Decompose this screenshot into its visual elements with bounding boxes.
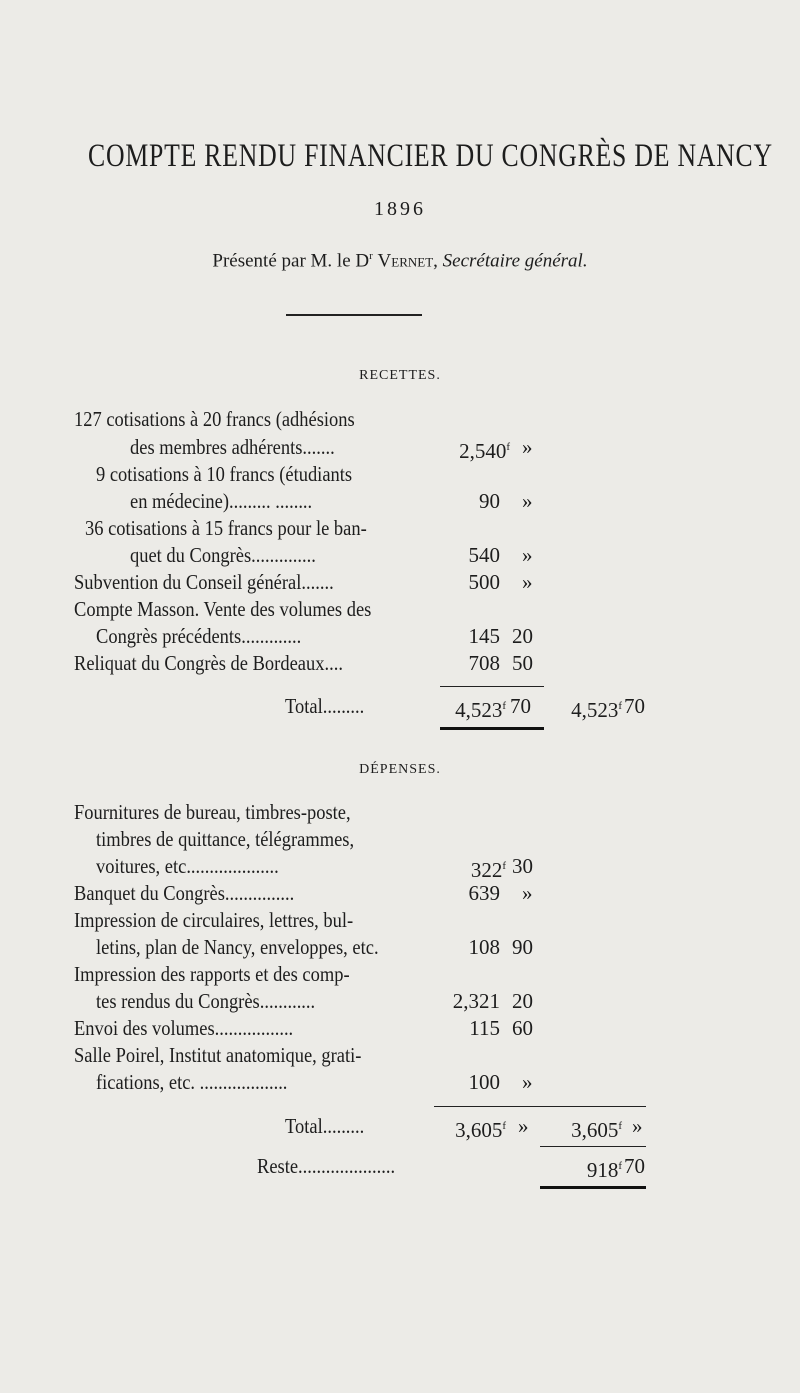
recettes-total-right: 4,523$^f$ bbox=[571, 698, 622, 722]
depenses-line: timbres de quittance, télégrammes, bbox=[96, 827, 355, 851]
page-title: COMPTE RENDU FINANCIER DU CONGRÈS DE NANCY bbox=[88, 138, 773, 174]
reste-label: Reste..................... bbox=[257, 1154, 396, 1178]
subtotal-rule bbox=[440, 686, 544, 687]
recettes-amount: 145 bbox=[468, 624, 500, 648]
depenses-total-right: 3,605$^f$ bbox=[571, 1118, 622, 1142]
depenses-cents: 30 bbox=[512, 854, 533, 878]
depenses-amount: 639 bbox=[468, 881, 500, 905]
recettes-cents: » bbox=[522, 543, 533, 567]
reste-cents: 70 bbox=[624, 1154, 645, 1178]
recettes-line: des membres adhérents....... bbox=[130, 435, 335, 459]
recettes-heading: RECETTES. bbox=[359, 368, 441, 383]
total-rule bbox=[440, 727, 544, 730]
depenses-total-cents: » bbox=[518, 1114, 529, 1138]
depenses-line: letins, plan de Nancy, enveloppes, etc. bbox=[96, 935, 379, 959]
recettes-cents: » bbox=[522, 570, 533, 594]
presented-name: Vernet, bbox=[377, 250, 438, 272]
presented-role: Secrétaire général. bbox=[442, 250, 588, 272]
depenses-line: Envoi des volumes................. bbox=[74, 1016, 294, 1040]
recettes-total-amount: 4,523$^f$ bbox=[455, 698, 506, 722]
subtotal-rule bbox=[434, 1106, 646, 1107]
recettes-line: en médecine)......... ........ bbox=[130, 489, 313, 513]
recettes-line: quet du Congrès.............. bbox=[130, 543, 316, 567]
total-rule bbox=[540, 1186, 646, 1189]
depenses-line: voitures, etc.................... bbox=[96, 854, 279, 878]
recettes-amount: 708 bbox=[468, 651, 500, 675]
depenses-line: Salle Poirel, Institut anatomique, grati- bbox=[74, 1043, 362, 1067]
year: 1896 bbox=[374, 198, 426, 220]
presented-prefix: Présenté par M. le D bbox=[212, 250, 370, 272]
recettes-amount: 2,540$^f$ bbox=[459, 439, 510, 463]
depenses-line: Banquet du Congrès............... bbox=[74, 881, 295, 905]
depenses-cents: » bbox=[522, 1070, 533, 1094]
recettes-cents: » bbox=[522, 435, 533, 459]
recettes-line: 36 cotisations à 15 francs pour le ban- bbox=[85, 516, 367, 540]
recettes-line: Compte Masson. Vente des volumes des bbox=[74, 597, 372, 621]
depenses-amount: 2,321 bbox=[452, 989, 500, 1013]
recettes-amount: 540 bbox=[468, 543, 500, 567]
subtotal-rule bbox=[540, 1146, 646, 1147]
recettes-line: 9 cotisations à 10 francs (étudiants bbox=[96, 462, 353, 486]
recettes-line: Subvention du Conseil général....... bbox=[74, 570, 334, 594]
depenses-total-amount: 3,605$^f$ bbox=[455, 1118, 506, 1142]
recettes-line: Reliquat du Congrès de Bordeaux.... bbox=[74, 651, 343, 675]
recettes-total-cents: 70 bbox=[510, 694, 531, 718]
depenses-cents: 90 bbox=[512, 935, 533, 959]
depenses-cents: 20 bbox=[512, 989, 533, 1013]
recettes-line: 127 cotisations à 20 francs (adhésions bbox=[74, 407, 355, 431]
recettes-amount: 500 bbox=[468, 570, 500, 594]
depenses-heading: DÉPENSES. bbox=[359, 762, 441, 777]
recettes-cents: 50 bbox=[512, 651, 533, 675]
reste-amount: 918$^f$ bbox=[586, 1158, 622, 1182]
depenses-line: tes rendus du Congrès............ bbox=[96, 989, 316, 1013]
depenses-cents: 60 bbox=[512, 1016, 533, 1040]
depenses-amount: 100 bbox=[468, 1070, 500, 1094]
depenses-total-right-cents: » bbox=[632, 1114, 643, 1138]
presented-by bbox=[0, 250, 800, 272]
recettes-total-label: Total......... bbox=[285, 694, 365, 718]
title-divider bbox=[286, 314, 422, 316]
depenses-line: fications, etc. ................... bbox=[96, 1070, 288, 1094]
depenses-line: Fournitures de bureau, timbres-poste, bbox=[74, 800, 351, 824]
depenses-amount: 322$^f$ bbox=[470, 858, 506, 882]
recettes-total-right-cents: 70 bbox=[624, 694, 645, 718]
recettes-line: Congrès précédents............. bbox=[96, 624, 302, 648]
depenses-amount: 115 bbox=[469, 1016, 500, 1040]
depenses-line: Impression de circulaires, lettres, bul- bbox=[74, 908, 354, 932]
depenses-cents: » bbox=[522, 881, 533, 905]
recettes-cents: » bbox=[522, 489, 533, 513]
presented-sup: r bbox=[369, 250, 373, 262]
recettes-cents: 20 bbox=[512, 624, 533, 648]
depenses-line: Impression des rapports et des comp- bbox=[74, 962, 350, 986]
recettes-amount: 90 bbox=[479, 489, 500, 513]
depenses-amount: 108 bbox=[468, 935, 500, 959]
depenses-total-label: Total......... bbox=[285, 1114, 365, 1138]
